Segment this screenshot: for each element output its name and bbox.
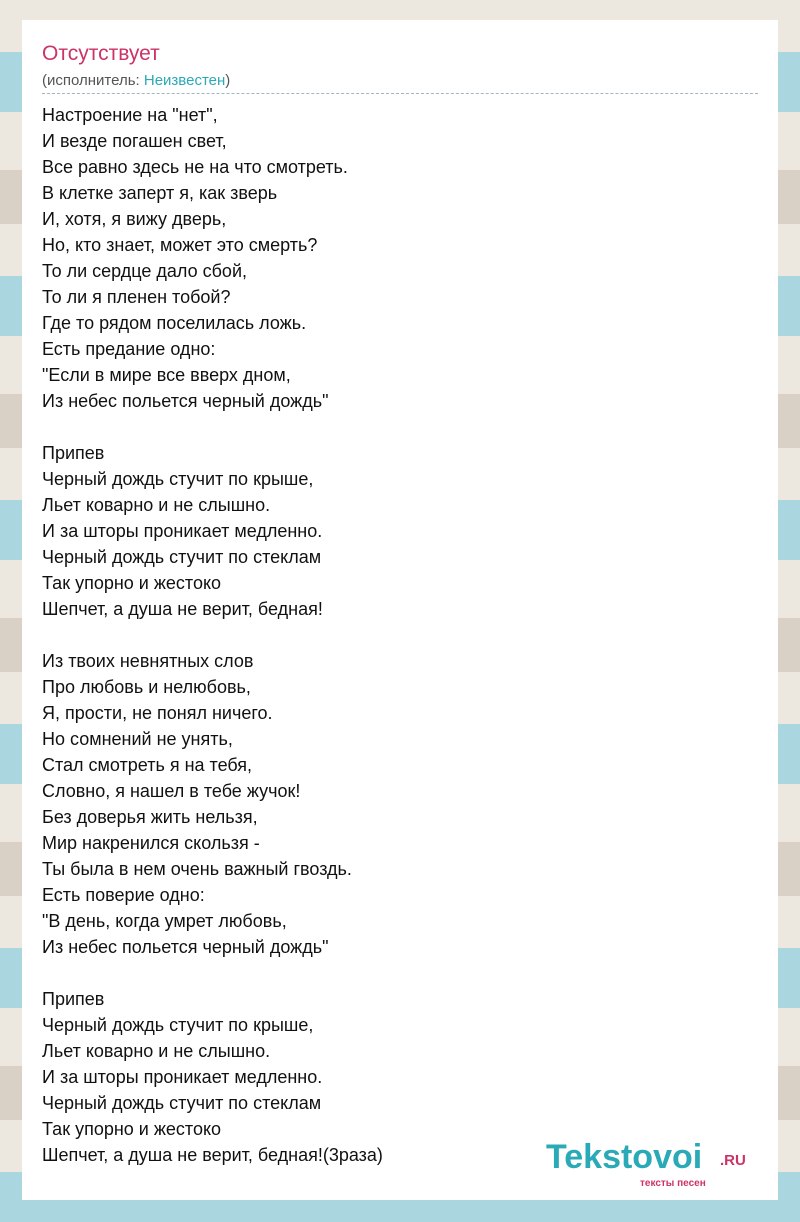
lyrics-line: Так упорно и жестоко: [42, 1119, 222, 1139]
lyrics-line: То ли сердце дало сбой,: [42, 261, 247, 281]
lyrics-line: Из твоих невнятных слов: [42, 651, 254, 671]
lyrics-line: Стал смотреть я на тебя,: [42, 755, 253, 775]
lyrics-text: [42, 102, 758, 1168]
lyrics-line: "В день, когда умрет любовь,: [42, 911, 287, 931]
lyrics-line: Настроение на "нет",: [42, 105, 218, 125]
lyrics-blank-line: [42, 622, 758, 648]
performer-prefix: (исполнитель:: [42, 72, 144, 89]
lyrics-line: Льет коварно и не слышно.: [42, 1041, 271, 1061]
lyrics-card: [22, 20, 778, 1200]
lyrics-line: Припев: [42, 443, 105, 463]
lyrics-line: Словно, я нашел в тебе жучок!: [42, 781, 301, 801]
lyrics-line: Есть поверие одно:: [42, 885, 205, 905]
logo-name: Tekstovoi: [546, 1138, 703, 1176]
lyrics-line: "Если в мире все вверх дном,: [42, 365, 291, 385]
lyrics-line: Черный дождь стучит по стеклам: [42, 547, 322, 567]
lyrics-line: Шепчет, а душа не верит, бедная!: [42, 599, 323, 619]
lyrics-blank-line: [42, 960, 758, 986]
lyrics-line: Есть предание одно:: [42, 339, 216, 359]
artist-link[interactable]: Неизвестен: [143, 72, 226, 89]
lyrics-line: Из небес польется черный дождь": [42, 391, 329, 411]
lyrics-line: Припев: [42, 989, 105, 1009]
lyrics-line: Шепчет, а душа не верит, бедная!(3раза): [42, 1145, 383, 1165]
logo-tld: .RU: [720, 1152, 746, 1169]
performer-suffix: ): [225, 72, 231, 89]
performer-line: [42, 72, 230, 89]
lyrics-line: Так упорно и жестоко: [42, 573, 222, 593]
lyrics-line: И за шторы проникает медленно.: [42, 1067, 323, 1087]
lyrics-line: В клетке заперт я, как зверь: [42, 183, 278, 203]
lyrics-line: Все равно здесь не на что смотреть.: [42, 157, 348, 177]
lyrics-line: Мир накренился скользя -: [42, 833, 260, 853]
lyrics-line: Я, прости, не понял ничего.: [42, 703, 273, 723]
lyrics-line: Где то рядом поселилась ложь.: [42, 313, 307, 333]
lyrics-line: Но сомнений не унять,: [42, 729, 233, 749]
lyrics-line: Ты была в нем очень важный гвоздь.: [42, 859, 352, 879]
lyrics-line: Про любовь и нелюбовь,: [42, 677, 251, 697]
lyrics-line: Из небес польется черный дождь": [42, 937, 329, 957]
title-divider: [42, 93, 758, 94]
lyrics-line: Льет коварно и не слышно.: [42, 495, 271, 515]
lyrics-line: Черный дождь стучит по стеклам: [42, 1093, 322, 1113]
lyrics-line: Черный дождь стучит по крыше,: [42, 1015, 314, 1035]
logo-tagline: тексты песен: [640, 1178, 706, 1189]
lyrics-line: И везде погашен свет,: [42, 131, 227, 151]
lyrics-blank-line: [42, 414, 758, 440]
song-title: Отсутствует: [42, 42, 160, 65]
lyrics-line: Без доверья жить нельзя,: [42, 807, 258, 827]
lyrics-line: Черный дождь стучит по крыше,: [42, 469, 314, 489]
lyrics-line: И, хотя, я вижу дверь,: [42, 209, 227, 229]
site-logo[interactable]: [546, 1138, 756, 1200]
lyrics-line: Но, кто знает, может это смерть?: [42, 235, 318, 255]
lyrics-line: То ли я пленен тобой?: [42, 287, 231, 307]
lyrics-line: И за шторы проникает медленно.: [42, 521, 323, 541]
